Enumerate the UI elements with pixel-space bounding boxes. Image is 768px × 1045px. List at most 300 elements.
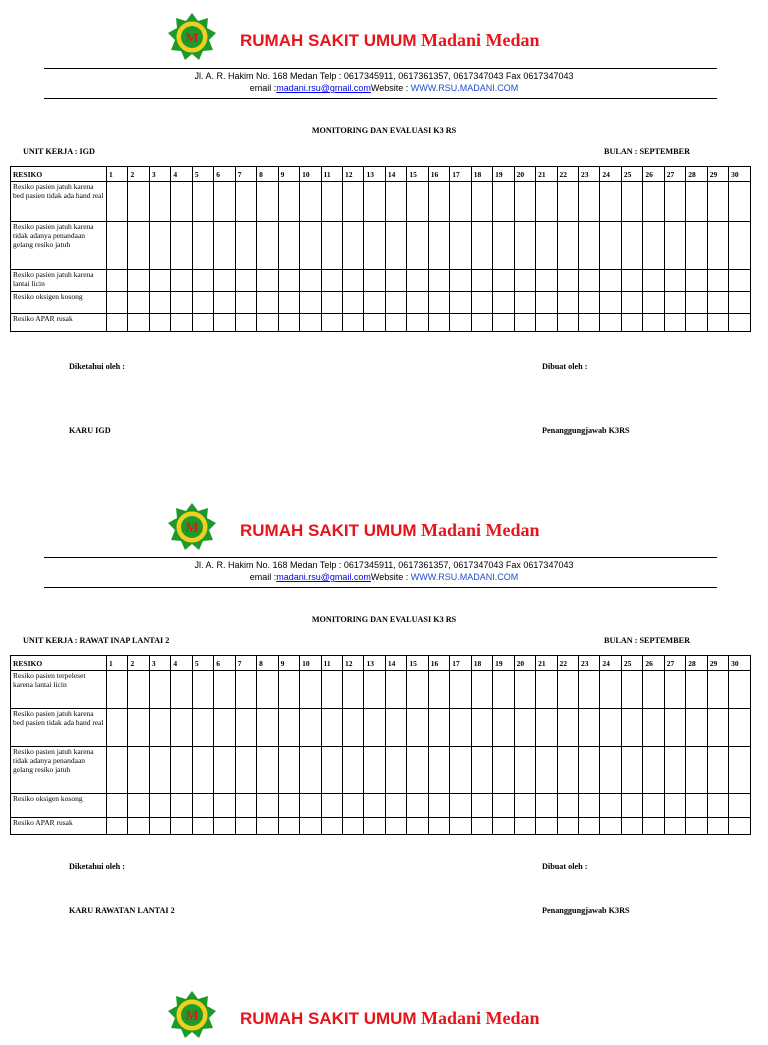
check-cell[interactable] [364,818,385,835]
check-cell[interactable] [514,222,535,270]
check-cell[interactable] [214,182,235,222]
check-cell[interactable] [450,818,471,835]
check-cell[interactable] [450,314,471,332]
check-cell[interactable] [493,292,514,314]
check-cell[interactable] [686,747,707,794]
check-cell[interactable] [536,292,557,314]
check-cell[interactable] [428,709,449,747]
check-cell[interactable] [107,709,128,747]
check-cell[interactable] [171,314,192,332]
check-cell[interactable] [450,182,471,222]
check-cell[interactable] [578,671,599,709]
check-cell[interactable] [600,314,621,332]
check-cell[interactable] [235,818,256,835]
check-cell[interactable] [128,292,149,314]
check-cell[interactable] [278,818,299,835]
check-cell[interactable] [621,314,642,332]
check-cell[interactable] [321,182,342,222]
check-cell[interactable] [621,747,642,794]
check-cell[interactable] [729,671,751,709]
check-cell[interactable] [107,671,128,709]
check-cell[interactable] [128,314,149,332]
check-cell[interactable] [578,182,599,222]
check-cell[interactable] [192,671,213,709]
check-cell[interactable] [600,818,621,835]
check-cell[interactable] [600,182,621,222]
check-cell[interactable] [600,292,621,314]
check-cell[interactable] [342,270,363,292]
check-cell[interactable] [364,709,385,747]
check-cell[interactable] [707,182,728,222]
check-cell[interactable] [321,818,342,835]
check-cell[interactable] [257,794,278,818]
check-cell[interactable] [621,270,642,292]
check-cell[interactable] [192,794,213,818]
check-cell[interactable] [214,270,235,292]
check-cell[interactable] [493,314,514,332]
check-cell[interactable] [493,747,514,794]
check-cell[interactable] [643,182,664,222]
check-cell[interactable] [300,747,321,794]
email-link[interactable]: madani.rsu@gmail.com [276,83,371,93]
check-cell[interactable] [107,314,128,332]
check-cell[interactable] [300,818,321,835]
check-cell[interactable] [235,794,256,818]
check-cell[interactable] [214,314,235,332]
check-cell[interactable] [128,270,149,292]
check-cell[interactable] [149,709,170,747]
check-cell[interactable] [192,222,213,270]
check-cell[interactable] [214,794,235,818]
check-cell[interactable] [450,671,471,709]
check-cell[interactable] [364,747,385,794]
check-cell[interactable] [128,747,149,794]
check-cell[interactable] [578,314,599,332]
check-cell[interactable] [729,222,751,270]
check-cell[interactable] [621,818,642,835]
check-cell[interactable] [321,794,342,818]
check-cell[interactable] [235,314,256,332]
check-cell[interactable] [128,671,149,709]
check-cell[interactable] [536,671,557,709]
website-link[interactable]: WWW.RSU.MADANI.COM [410,572,519,582]
check-cell[interactable] [257,818,278,835]
check-cell[interactable] [450,222,471,270]
check-cell[interactable] [257,314,278,332]
check-cell[interactable] [149,818,170,835]
check-cell[interactable] [493,671,514,709]
check-cell[interactable] [385,671,406,709]
check-cell[interactable] [729,182,751,222]
check-cell[interactable] [385,747,406,794]
check-cell[interactable] [214,709,235,747]
check-cell[interactable] [536,818,557,835]
check-cell[interactable] [257,222,278,270]
check-cell[interactable] [578,292,599,314]
check-cell[interactable] [578,747,599,794]
check-cell[interactable] [471,671,492,709]
check-cell[interactable] [643,222,664,270]
check-cell[interactable] [171,270,192,292]
check-cell[interactable] [471,314,492,332]
check-cell[interactable] [578,270,599,292]
check-cell[interactable] [686,794,707,818]
check-cell[interactable] [171,182,192,222]
check-cell[interactable] [707,709,728,747]
check-cell[interactable] [686,182,707,222]
check-cell[interactable] [192,182,213,222]
check-cell[interactable] [707,292,728,314]
check-cell[interactable] [149,794,170,818]
check-cell[interactable] [729,292,751,314]
check-cell[interactable] [385,222,406,270]
check-cell[interactable] [235,292,256,314]
check-cell[interactable] [557,182,578,222]
check-cell[interactable] [278,747,299,794]
check-cell[interactable] [407,222,428,270]
check-cell[interactable] [385,270,406,292]
check-cell[interactable] [235,709,256,747]
check-cell[interactable] [621,671,642,709]
check-cell[interactable] [214,292,235,314]
check-cell[interactable] [557,709,578,747]
check-cell[interactable] [643,292,664,314]
check-cell[interactable] [192,818,213,835]
check-cell[interactable] [450,270,471,292]
check-cell[interactable] [471,222,492,270]
check-cell[interactable] [192,709,213,747]
check-cell[interactable] [450,794,471,818]
check-cell[interactable] [536,314,557,332]
check-cell[interactable] [536,270,557,292]
check-cell[interactable] [664,182,685,222]
check-cell[interactable] [428,671,449,709]
check-cell[interactable] [643,818,664,835]
check-cell[interactable] [664,314,685,332]
check-cell[interactable] [342,314,363,332]
check-cell[interactable] [321,292,342,314]
website-link[interactable]: WWW.RSU.MADANI.COM [410,83,519,93]
check-cell[interactable] [514,292,535,314]
check-cell[interactable] [729,818,751,835]
check-cell[interactable] [686,222,707,270]
check-cell[interactable] [257,292,278,314]
check-cell[interactable] [493,182,514,222]
check-cell[interactable] [471,270,492,292]
check-cell[interactable] [471,818,492,835]
check-cell[interactable] [557,314,578,332]
check-cell[interactable] [257,747,278,794]
check-cell[interactable] [471,182,492,222]
check-cell[interactable] [450,709,471,747]
check-cell[interactable] [128,182,149,222]
check-cell[interactable] [107,270,128,292]
check-cell[interactable] [407,709,428,747]
check-cell[interactable] [407,747,428,794]
check-cell[interactable] [729,747,751,794]
check-cell[interactable] [578,222,599,270]
check-cell[interactable] [214,222,235,270]
check-cell[interactable] [149,222,170,270]
check-cell[interactable] [686,671,707,709]
check-cell[interactable] [235,270,256,292]
check-cell[interactable] [729,709,751,747]
check-cell[interactable] [300,270,321,292]
check-cell[interactable] [385,794,406,818]
check-cell[interactable] [385,314,406,332]
email-link[interactable]: madani.rsu@gmail.com [276,572,371,582]
check-cell[interactable] [364,671,385,709]
check-cell[interactable] [428,270,449,292]
check-cell[interactable] [493,270,514,292]
check-cell[interactable] [321,314,342,332]
check-cell[interactable] [621,222,642,270]
check-cell[interactable] [171,709,192,747]
check-cell[interactable] [149,671,170,709]
check-cell[interactable] [707,671,728,709]
check-cell[interactable] [278,314,299,332]
check-cell[interactable] [707,222,728,270]
check-cell[interactable] [235,671,256,709]
check-cell[interactable] [364,314,385,332]
check-cell[interactable] [342,222,363,270]
check-cell[interactable] [385,182,406,222]
check-cell[interactable] [514,709,535,747]
check-cell[interactable] [428,747,449,794]
check-cell[interactable] [407,270,428,292]
check-cell[interactable] [300,182,321,222]
check-cell[interactable] [107,747,128,794]
check-cell[interactable] [514,747,535,794]
check-cell[interactable] [450,747,471,794]
check-cell[interactable] [557,747,578,794]
check-cell[interactable] [128,709,149,747]
check-cell[interactable] [192,314,213,332]
check-cell[interactable] [686,314,707,332]
check-cell[interactable] [385,818,406,835]
check-cell[interactable] [600,709,621,747]
check-cell[interactable] [643,314,664,332]
check-cell[interactable] [600,747,621,794]
check-cell[interactable] [493,709,514,747]
check-cell[interactable] [664,747,685,794]
check-cell[interactable] [128,794,149,818]
check-cell[interactable] [428,182,449,222]
check-cell[interactable] [428,314,449,332]
check-cell[interactable] [450,292,471,314]
check-cell[interactable] [557,270,578,292]
check-cell[interactable] [600,794,621,818]
check-cell[interactable] [300,222,321,270]
check-cell[interactable] [664,222,685,270]
check-cell[interactable] [536,182,557,222]
check-cell[interactable] [364,794,385,818]
check-cell[interactable] [107,182,128,222]
check-cell[interactable] [278,182,299,222]
check-cell[interactable] [385,292,406,314]
check-cell[interactable] [643,671,664,709]
check-cell[interactable] [192,292,213,314]
check-cell[interactable] [686,818,707,835]
check-cell[interactable] [643,270,664,292]
check-cell[interactable] [707,818,728,835]
check-cell[interactable] [235,182,256,222]
check-cell[interactable] [149,747,170,794]
check-cell[interactable] [557,671,578,709]
check-cell[interactable] [536,709,557,747]
check-cell[interactable] [600,270,621,292]
check-cell[interactable] [171,818,192,835]
check-cell[interactable] [407,292,428,314]
check-cell[interactable] [578,794,599,818]
check-cell[interactable] [214,671,235,709]
check-cell[interactable] [342,747,363,794]
check-cell[interactable] [192,747,213,794]
check-cell[interactable] [707,270,728,292]
check-cell[interactable] [107,292,128,314]
check-cell[interactable] [171,747,192,794]
check-cell[interactable] [171,794,192,818]
check-cell[interactable] [128,222,149,270]
check-cell[interactable] [342,182,363,222]
check-cell[interactable] [149,182,170,222]
check-cell[interactable] [729,270,751,292]
check-cell[interactable] [342,671,363,709]
check-cell[interactable] [257,270,278,292]
check-cell[interactable] [321,671,342,709]
check-cell[interactable] [643,709,664,747]
check-cell[interactable] [621,794,642,818]
check-cell[interactable] [664,292,685,314]
check-cell[interactable] [621,182,642,222]
check-cell[interactable] [514,182,535,222]
check-cell[interactable] [214,747,235,794]
check-cell[interactable] [278,222,299,270]
check-cell[interactable] [557,794,578,818]
check-cell[interactable] [321,747,342,794]
check-cell[interactable] [707,747,728,794]
check-cell[interactable] [300,671,321,709]
check-cell[interactable] [514,671,535,709]
check-cell[interactable] [278,292,299,314]
check-cell[interactable] [600,671,621,709]
check-cell[interactable] [171,671,192,709]
check-cell[interactable] [321,222,342,270]
check-cell[interactable] [578,818,599,835]
check-cell[interactable] [300,314,321,332]
check-cell[interactable] [729,794,751,818]
check-cell[interactable] [278,709,299,747]
check-cell[interactable] [514,270,535,292]
check-cell[interactable] [407,818,428,835]
check-cell[interactable] [407,671,428,709]
check-cell[interactable] [514,818,535,835]
check-cell[interactable] [407,182,428,222]
check-cell[interactable] [493,794,514,818]
check-cell[interactable] [385,709,406,747]
check-cell[interactable] [192,270,213,292]
check-cell[interactable] [257,671,278,709]
check-cell[interactable] [643,794,664,818]
check-cell[interactable] [428,794,449,818]
check-cell[interactable] [428,818,449,835]
check-cell[interactable] [149,270,170,292]
check-cell[interactable] [407,794,428,818]
check-cell[interactable] [128,818,149,835]
check-cell[interactable] [664,794,685,818]
check-cell[interactable] [428,222,449,270]
check-cell[interactable] [107,818,128,835]
check-cell[interactable] [235,747,256,794]
check-cell[interactable] [664,818,685,835]
check-cell[interactable] [686,270,707,292]
check-cell[interactable] [707,314,728,332]
check-cell[interactable] [686,292,707,314]
check-cell[interactable] [107,794,128,818]
check-cell[interactable] [664,671,685,709]
check-cell[interactable] [214,818,235,835]
check-cell[interactable] [278,794,299,818]
check-cell[interactable] [300,709,321,747]
check-cell[interactable] [342,292,363,314]
check-cell[interactable] [536,222,557,270]
check-cell[interactable] [471,709,492,747]
check-cell[interactable] [686,709,707,747]
check-cell[interactable] [257,182,278,222]
check-cell[interactable] [514,314,535,332]
check-cell[interactable] [471,747,492,794]
check-cell[interactable] [321,709,342,747]
check-cell[interactable] [621,709,642,747]
check-cell[interactable] [600,222,621,270]
check-cell[interactable] [364,182,385,222]
check-cell[interactable] [428,292,449,314]
check-cell[interactable] [578,709,599,747]
check-cell[interactable] [321,270,342,292]
check-cell[interactable] [342,818,363,835]
check-cell[interactable] [643,747,664,794]
check-cell[interactable] [235,222,256,270]
check-cell[interactable] [557,222,578,270]
check-cell[interactable] [149,314,170,332]
check-cell[interactable] [171,292,192,314]
check-cell[interactable] [471,292,492,314]
check-cell[interactable] [257,709,278,747]
check-cell[interactable] [707,794,728,818]
check-cell[interactable] [149,292,170,314]
check-cell[interactable] [342,709,363,747]
check-cell[interactable] [471,794,492,818]
check-cell[interactable] [278,270,299,292]
check-cell[interactable] [557,818,578,835]
check-cell[interactable] [621,292,642,314]
check-cell[interactable] [300,794,321,818]
check-cell[interactable] [364,292,385,314]
check-cell[interactable] [493,222,514,270]
check-cell[interactable] [729,314,751,332]
check-cell[interactable] [407,314,428,332]
check-cell[interactable] [557,292,578,314]
check-cell[interactable] [342,794,363,818]
check-cell[interactable] [664,270,685,292]
check-cell[interactable] [664,709,685,747]
check-cell[interactable] [278,671,299,709]
check-cell[interactable] [300,292,321,314]
check-cell[interactable] [493,818,514,835]
check-cell[interactable] [514,794,535,818]
check-cell[interactable] [536,747,557,794]
check-cell[interactable] [536,794,557,818]
